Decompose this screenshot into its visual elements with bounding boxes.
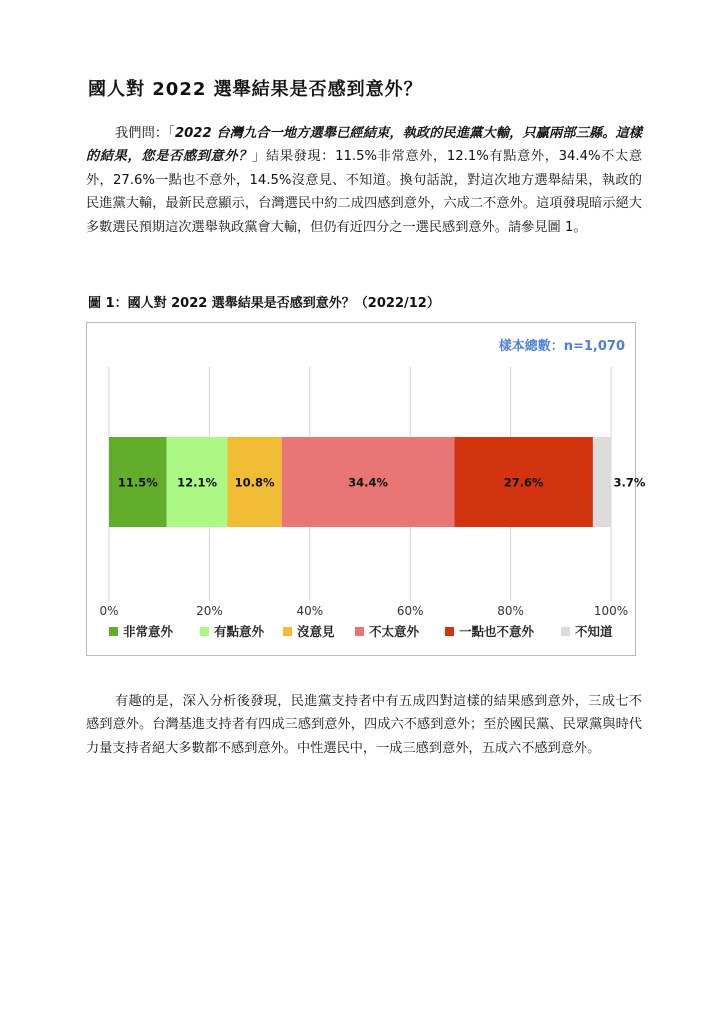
data-label: 27.6% <box>503 475 544 490</box>
legend-label: 一點也不意外 <box>459 624 535 639</box>
survey-question: 2022 台灣九合一地方選舉已經結束，執政的民進黨大輸，只贏兩部三縣。這樣的結果，您是否感到意外？ <box>86 126 642 165</box>
chart-frame <box>86 322 646 656</box>
bar-segment <box>593 437 612 527</box>
legend-swatch <box>561 627 570 636</box>
legend-label: 不知道 <box>575 624 613 639</box>
data-label: 34.4% <box>348 475 388 490</box>
legend-swatch <box>200 627 209 636</box>
analysis-paragraph: 有趣的是，深入分析後發現，民進黨支持者中有五成四對這樣的結果感到意外，三成七不感到意外。台灣基進支持者有四成三感到意外，四成六不感到意外；至於國民黨、民眾黨與時代力量支持者絕大多數都不感到意外。中性選民中，一成三感到意外，五成六不感到意外。 <box>86 694 642 756</box>
intro-paragraph <box>86 122 642 239</box>
data-label: 10.8% <box>234 475 275 490</box>
legend-swatch <box>445 627 454 636</box>
data-label: 11.5% <box>117 475 158 490</box>
findings-text: 」結果發現：11.5%非常意外，12.1%有點意外，34.4%不太意外，27.6%一點也不意外，14.5%沒意見、不知道。換句話說，對這次地方選舉結果，執政的民進黨大輸，最新民意顯示，台灣選民中約二成四感到意外，六成二不意外。這項發現暗示絕大多數選民預期這次選舉執政黨會大輸，但仍有近四分之一選民感到意外。請參見圖 1。 <box>86 149 643 235</box>
x-tick-label: 60% <box>396 604 424 618</box>
legend-swatch <box>109 627 118 636</box>
legend-label: 沒意見 <box>297 624 335 639</box>
page-title: 國人對 2022 選舉結果是否感到意外？ <box>88 79 423 100</box>
x-tick-label: 40% <box>296 604 324 618</box>
legend-label: 有點意外 <box>214 624 265 639</box>
stacked-bar-chart <box>87 323 646 657</box>
x-tick-label: 0% <box>99 604 119 618</box>
legend-label: 非常意外 <box>123 624 174 639</box>
x-tick-label: 20% <box>196 604 223 618</box>
data-label: 12.1% <box>177 475 218 490</box>
legend-label: 不太意外 <box>369 624 420 639</box>
x-tick-label: 80% <box>497 604 524 618</box>
question-lead: 我們問：「 <box>115 126 175 141</box>
legend-swatch <box>283 627 292 636</box>
sample-size-note: 樣本總數：n=1,070 <box>498 339 625 354</box>
data-label: 3.7% <box>613 475 646 490</box>
x-tick-label: 100% <box>593 604 629 618</box>
figure-caption: 圖 1：國人對 2022 選舉結果是否感到意外？（2022/12） <box>88 296 440 311</box>
legend-swatch <box>355 627 364 636</box>
